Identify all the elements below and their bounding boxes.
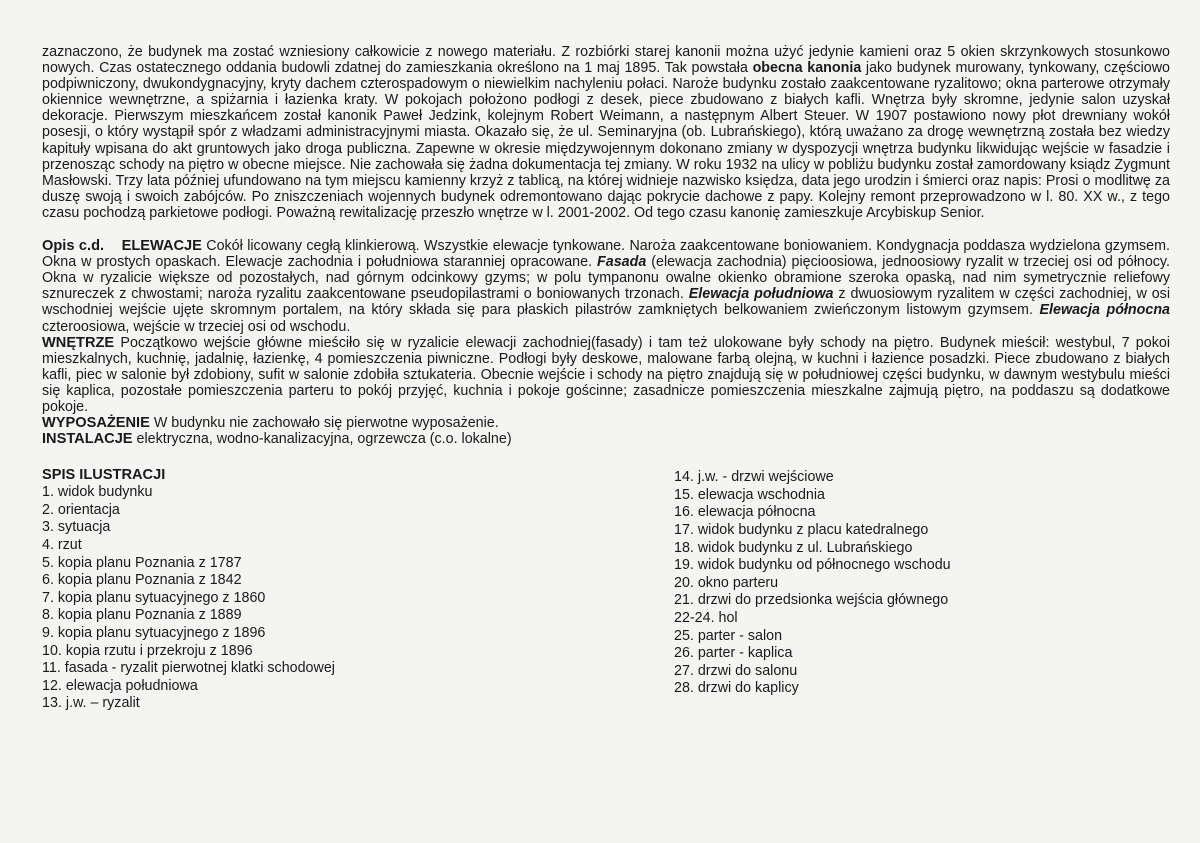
document-page [42, 44, 1170, 713]
illustration-item: 3. sytuacja [42, 519, 111, 536]
wyposazenie-paragraph [42, 415, 1170, 431]
illustration-item: 14. j.w. - drzwi wejściowe [674, 469, 834, 486]
illustration-item: 12. elewacja południowa [42, 677, 198, 694]
elewacja-poludniowa-term: Elewacja południowa [688, 286, 834, 303]
illustration-item: 20. okno parteru [674, 574, 779, 591]
fasada-text: (elewacja zachodnia) pięcioosiowa, jednoosiowy ryzalit w trzeciej osi od północy. Okna w ryzalicie większe od pozostałych, nad górnym odcinkowy gzyms; w polu tympanonu owalne okienko obramione szeroka opaską, nad nim symetrycznie reliefowy sznureczek z chwostami; naroża ryzalitu zaakcentowane pseudopilastrami o boniowanych trzonach. [42, 254, 1170, 303]
illustration-item: 22-24. hol [674, 610, 738, 626]
history-text: zaznaczono, że budynek ma zostać wzniesiony całkowicie z nowego materiału. Z rozbiórki starej kanonii można użyć jedynie kamieni oraz 5 okien skrzynkowych stosunkowo nowych. Czas ostatecznego oddania budowli zdatnej do zamieszkania określono na 1 maj 1895. Tak powstała [42, 44, 1170, 77]
illustration-item: 7. kopia planu sytuacyjnego z 1860 [42, 589, 266, 606]
illustration-item: 19. widok budynku od północnego wschodu [674, 557, 951, 574]
wnetrze-text: Początkowo wejście główne mieściło się w ryzalicie elewacji zachodniej(fasady) i tam też ulokowane były schody na piętro. Budynek mieścił: westybul, 7 pokoi mieszkalnych, kuchnię, jadalnię, łazienkę, 4 pomieszczenia piwniczne. Podłogi były deskowe, malowane farbą olejną, w kuchni i łazience posadzki. Piece zbudowano z białych kafli, piec w salonie był zdobiony, sufit w salonie zdobiła sztukateria. Obecnie wejście i schody na piętro znajdują się w południowej części budynku, w dawnym westybulu mieści się kaplica, pozostałe pomieszczenia parteru to pokój przyjęć, kuchnia i pokoje gościnne; zasadnicze pomieszczenia mieszkalne zajmują piętro, na poddaszu są dodatkowe pokoje. [42, 334, 1170, 415]
illustration-item: 28. drzwi do kaplicy [674, 680, 799, 697]
illustration-item: 26. parter - kaplica [674, 645, 793, 662]
illustration-item: 1. widok budynku [42, 484, 153, 501]
history-bold-term: obecna kanonia [752, 60, 862, 77]
instalacje-heading: INSTALACJE [42, 431, 133, 448]
wnetrze-heading: WNĘTRZE [42, 334, 115, 351]
elewacja-polnocna-term: Elewacja północna [1039, 302, 1171, 319]
illustration-item: 18. widok budynku z ul. Lubrańskiego [674, 539, 913, 556]
fasada-term: Fasada [597, 254, 647, 271]
illustration-item: 8. kopia planu Poznania z 1889 [42, 607, 242, 624]
elewacje-text: Cokół licowany cegłą klinkierową. Wszystkie elewacje tynkowane. Naroża zaakcentowane boniowaniem. Kondygnacja poddasza wydzielona gzymsem. Okna w prostych opaskach. Elewacje zachodnia i południowa staranniej opracowane. [42, 238, 1170, 271]
illustration-list-left [42, 484, 674, 713]
opis-label: Opis c.d. [42, 238, 105, 255]
illustration-item: 9. kopia planu sytuacyjnego z 1896 [42, 625, 266, 641]
history-paragraph [42, 44, 1170, 221]
instalacje-text: elektryczna, wodno-kanalizacyjna, ogrzewcza (c.o. lokalne) [132, 431, 512, 448]
illustration-item: 21. drzwi do przedsionka wejścia głównego [674, 592, 949, 609]
instalacje-paragraph [42, 431, 1170, 447]
illustration-item: 16. elewacja północna [674, 504, 816, 521]
illustration-item: 5. kopia planu Poznania z 1787 [42, 554, 242, 571]
illustration-item: 11. fasada - ryzalit pierwotnej klatki schodowej [42, 660, 335, 677]
illustration-item: 15. elewacja wschodnia [674, 486, 826, 503]
polnocna-text: czteroosiowa, wejście w trzeciej osi od wschodu. [42, 318, 351, 335]
illustration-item: 13. j.w. – ryzalit [42, 695, 140, 712]
elewacje-heading: ELEWACJE [121, 238, 202, 255]
illustration-list-right [674, 469, 951, 713]
poludniowa-text: z dwuosiowym ryzalitem w części zachodniej, w osi wschodniej wejście ujęte skromnym portalem, na który składa się para płaskich pilastrów zamkniętych belkowaniem zwieńczonym listowym gzymsem. [42, 286, 1170, 319]
spis-ilustracji-heading: SPIS ILUSTRACJI [42, 467, 166, 484]
wyposazenie-text: W budynku nie zachowało się pierwotne wyposażenie. [149, 415, 499, 432]
illustration-item: 27. drzwi do salonu [674, 662, 798, 679]
illustration-item: 25. parter - salon [674, 627, 783, 644]
illustration-item: 2. orientacja [42, 501, 120, 518]
illustration-item: 6. kopia planu Poznania z 1842 [42, 572, 242, 589]
illustration-item: 10. kopia rzutu i przekroju z 1896 [42, 642, 253, 659]
wnetrze-paragraph [42, 335, 1170, 415]
wyposazenie-heading: WYPOSAŻENIE [42, 415, 150, 432]
illustration-item: 4. rzut [42, 537, 82, 554]
opis-paragraph [42, 238, 1170, 335]
history-text-cont: jako budynek murowany, tynkowany, częściowo podpiwniczony, dwukondygnacyjny, kryty dachem czterospadowym o niewielkim nachyleniu połaci. Naroże budynku zostało zaakcentowane ryzalitowo; okna parterowe otrzymały okiennice wewnętrzne, a spiżarnia i łazienka kraty. W pokojach położono podłogi z desek, piece zbudowano z białych kafli. Wnętrza były skromne, jedynie salon uzyskał dekoracje. Pierwszym mieszkańcem został kanonik Paweł Jedzink, kolejnym Robert Weimann, a następnym Albert Steuer. W 1907 postawiono nowy płot drewniany wokół posesji, o który wystąpił spór z władzami administracyjnymi miasta. Okazało się, że ul. Seminaryjna (ob. Lubrańskiego), którą uważano za drogę wewnętrzną została bez wiedzy kapituły wpisana do akt gruntowych jako droga publiczna. Zapewne w okresie międzywojennym dokonano zmiany w dyspozycji wnętrza budynku likwidując wejście w fasadzie i przenosząc schody na piętro w obecne miejsce. Nie zachowała się żadna dokumentacja tej zmiany. W roku 1932 na ulicy w pobliżu budynku został zamordowany ksiądz Zygmunt Masłowski. Trzy lata później ufundowano na tym miejscu kamienny krzyż z tablicą, na której widnieje nazwisko księdza, data jego urodzin i śmierci oraz napis: Prosi o modlitwę za duszę swoją i swoich zabójców. Po zniszczeniach wojennych budynek odremontowano dając pokrycie dachowe z papy. Kolejny remont przeprowadzono w l. 80. XX w., z tego czasu pochodzą parkietowe podłogi. Poważną rewitalizację przeszło wnętrze w l. 2001-2002. Od tego czasu kanonię zamieszkuje Arcybiskup Senior. [42, 60, 1170, 221]
illustration-item: 17. widok budynku z placu katedralnego [674, 522, 929, 539]
